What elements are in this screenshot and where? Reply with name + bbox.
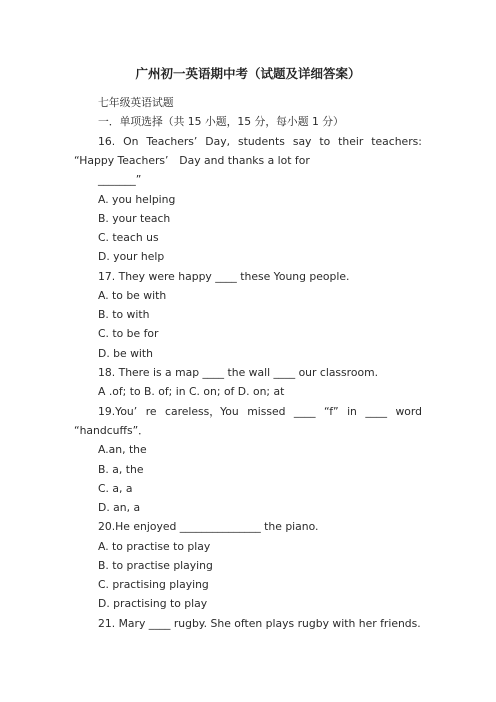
option-b: B. to with	[98, 308, 150, 321]
word: 19.You’	[98, 405, 138, 418]
subtitle: 七年级英语试题	[98, 96, 174, 109]
option-b: B. to practise playing	[98, 559, 213, 572]
option-c: C. teach us	[98, 231, 159, 244]
question-20: 20.He enjoyed _______________ the piano.	[98, 520, 319, 533]
option-a: A. to practise to play	[98, 540, 211, 553]
word: Day,	[205, 135, 231, 148]
question-16-line-2: “Happy Teachers’ Day and thanks a lot for	[74, 154, 310, 167]
question-19-line-1	[98, 405, 422, 419]
option-b: B. your teach	[98, 212, 171, 225]
option-c: C. to be for	[98, 327, 159, 340]
word: 16.	[98, 135, 116, 148]
question-17: 17. They were happy ____ these Young people.	[98, 270, 350, 283]
question-19-line-2: “handcuffs”．	[74, 424, 149, 437]
word: say	[292, 135, 312, 148]
word: to	[319, 135, 331, 148]
word: missed	[247, 405, 286, 418]
word: ____	[365, 405, 387, 418]
word: teachers:	[371, 135, 422, 148]
option-d: D. an, a	[98, 501, 141, 514]
word: On	[123, 135, 139, 148]
option-c: C. a, a	[98, 482, 133, 495]
word: Teachers’	[146, 135, 198, 148]
word: in	[347, 405, 357, 418]
document-title: 广州初一英语期中考（试题及详细答案）	[135, 66, 361, 81]
option-a: A.an, the	[98, 443, 147, 456]
option-a: A. you helping	[98, 193, 176, 206]
option-d: D. practising to play	[98, 597, 208, 610]
option-c: C. practising playing	[98, 578, 209, 591]
word: word	[395, 405, 422, 418]
option-b: B. a, the	[98, 463, 144, 476]
option-d: D. be with	[98, 347, 154, 360]
word: “f”	[323, 405, 339, 418]
question-16-line-3: _______”	[98, 173, 142, 186]
question-18-options: A .of; to B. of; in C. on; of D. on; at	[98, 385, 285, 398]
word: students	[237, 135, 285, 148]
word: ____	[293, 405, 316, 418]
option-a: A. to be with	[98, 289, 167, 302]
question-16-line-1	[98, 135, 422, 149]
option-d: D. your help	[98, 250, 165, 263]
word: careless，You	[165, 405, 239, 418]
question-21: 21. Mary ____ rugby. She often plays rugby with her friends.	[98, 617, 421, 630]
section-heading: 一．单项选择（共 15 小题，15 分，每小题 1 分）	[98, 115, 344, 128]
word: re	[145, 405, 157, 418]
question-18: 18. There is a map ____ the wall ____ our classroom.	[98, 366, 379, 379]
word: their	[338, 135, 364, 148]
